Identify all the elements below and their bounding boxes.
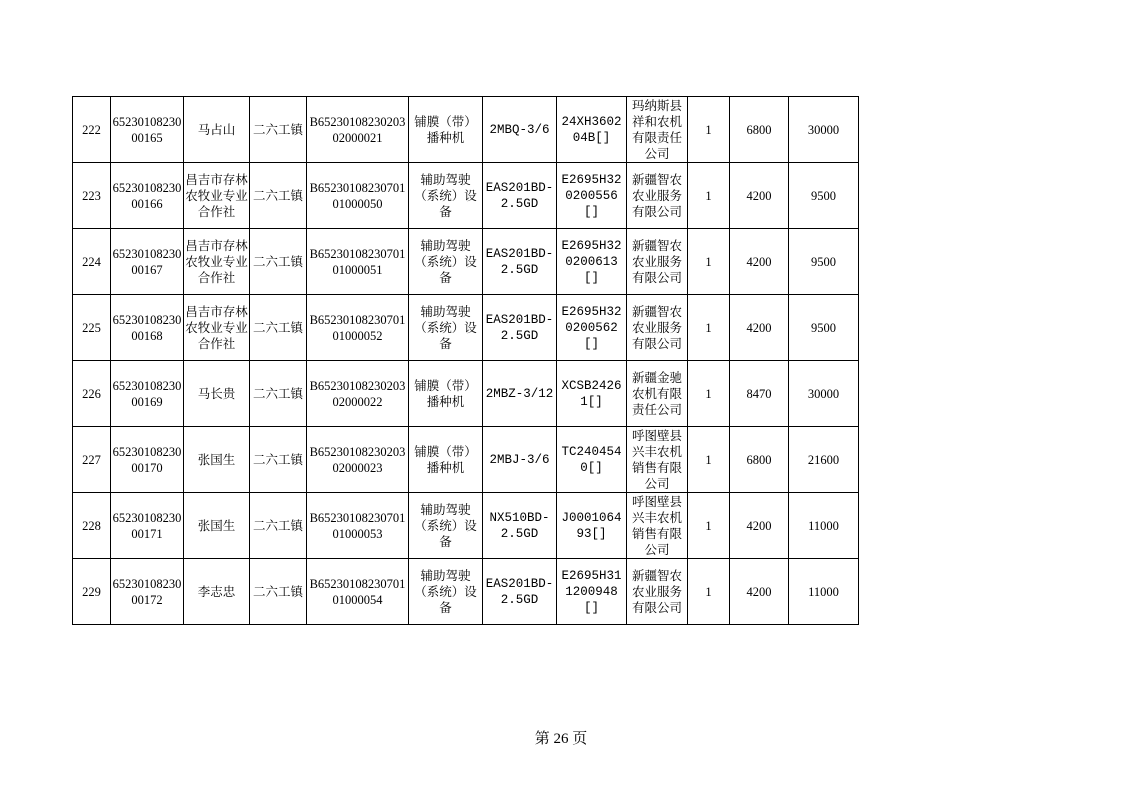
- table-row: [73, 229, 859, 295]
- cell-sale-price: 30000: [789, 361, 859, 427]
- cell-quantity: 1: [688, 361, 730, 427]
- cell-buyer-name: 李志忠: [184, 559, 250, 625]
- cell-application-id: 6523010823000172: [111, 559, 184, 625]
- cell-sale-price: 21600: [789, 427, 859, 493]
- cell-quantity: 1: [688, 163, 730, 229]
- cell-subsidy-amount: 6800: [730, 427, 789, 493]
- page-number: 第 26 页: [534, 731, 588, 747]
- cell-quantity: 1: [688, 295, 730, 361]
- cell-town: 二六工镇: [250, 97, 307, 163]
- cell-sale-price: 9500: [789, 295, 859, 361]
- cell-subsidy-amount: 4200: [730, 229, 789, 295]
- cell-machine-type: 辅助驾驶（系统）设备: [409, 493, 483, 559]
- table-row: [73, 559, 859, 625]
- cell-application-id: 6523010823000171: [111, 493, 184, 559]
- cell-town: 二六工镇: [250, 229, 307, 295]
- cell-machine-type: 铺膜（带）播种机: [409, 97, 483, 163]
- cell-buyer-name: 马占山: [184, 97, 250, 163]
- cell-model: EAS201BD-2.5GD: [483, 229, 557, 295]
- cell-subsidy-amount: 4200: [730, 559, 789, 625]
- cell-town: 二六工镇: [250, 559, 307, 625]
- cell-row-number: 228: [73, 493, 111, 559]
- cell-dealer: 新疆智农农业服务有限公司: [627, 229, 688, 295]
- cell-sale-price: 11000: [789, 493, 859, 559]
- cell-buyer-name: 马长贵: [184, 361, 250, 427]
- cell-serial-number: 24XH360204B[]: [557, 97, 627, 163]
- cell-buyer-name: 张国生: [184, 427, 250, 493]
- cell-buyer-name: 昌吉市存林农牧业专业合作社: [184, 163, 250, 229]
- cell-machine-code: B6523010823070101000050: [307, 163, 409, 229]
- table-row: [73, 493, 859, 559]
- cell-sale-price: 11000: [789, 559, 859, 625]
- cell-machine-type: 铺膜（带）播种机: [409, 361, 483, 427]
- cell-subsidy-amount: 4200: [730, 295, 789, 361]
- cell-application-id: 6523010823000165: [111, 97, 184, 163]
- cell-dealer: 呼图壁县兴丰农机销售有限公司: [627, 493, 688, 559]
- cell-town: 二六工镇: [250, 427, 307, 493]
- cell-serial-number: J000106493[]: [557, 493, 627, 559]
- table-row: [73, 295, 859, 361]
- cell-machine-type: 辅助驾驶（系统）设备: [409, 163, 483, 229]
- cell-quantity: 1: [688, 427, 730, 493]
- cell-machine-type: 辅助驾驶（系统）设备: [409, 295, 483, 361]
- cell-application-id: 6523010823000170: [111, 427, 184, 493]
- cell-subsidy-amount: 8470: [730, 361, 789, 427]
- cell-subsidy-amount: 4200: [730, 163, 789, 229]
- cell-sale-price: 30000: [789, 97, 859, 163]
- table-row: [73, 163, 859, 229]
- cell-dealer: 新疆智农农业服务有限公司: [627, 559, 688, 625]
- cell-row-number: 224: [73, 229, 111, 295]
- cell-row-number: 226: [73, 361, 111, 427]
- table-body: [73, 97, 859, 625]
- cell-model: EAS201BD-2.5GD: [483, 163, 557, 229]
- cell-serial-number: E2695H320200562[]: [557, 295, 627, 361]
- cell-serial-number: TC2404540[]: [557, 427, 627, 493]
- cell-town: 二六工镇: [250, 361, 307, 427]
- cell-machine-code: B6523010823070101000053: [307, 493, 409, 559]
- cell-buyer-name: 张国生: [184, 493, 250, 559]
- cell-town: 二六工镇: [250, 493, 307, 559]
- cell-application-id: 6523010823000166: [111, 163, 184, 229]
- cell-dealer: 玛纳斯县祥和农机有限责任公司: [627, 97, 688, 163]
- cell-dealer: 新疆智农农业服务有限公司: [627, 295, 688, 361]
- cell-sale-price: 9500: [789, 229, 859, 295]
- cell-row-number: 222: [73, 97, 111, 163]
- cell-machine-type: 辅助驾驶（系统）设备: [409, 559, 483, 625]
- cell-machine-type: 铺膜（带）播种机: [409, 427, 483, 493]
- cell-application-id: 6523010823000169: [111, 361, 184, 427]
- cell-serial-number: E2695H311200948[]: [557, 559, 627, 625]
- table-row: [73, 361, 859, 427]
- cell-quantity: 1: [688, 493, 730, 559]
- cell-machine-type: 辅助驾驶（系统）设备: [409, 229, 483, 295]
- cell-subsidy-amount: 6800: [730, 97, 789, 163]
- cell-machine-code: B6523010823070101000051: [307, 229, 409, 295]
- cell-application-id: 6523010823000167: [111, 229, 184, 295]
- cell-row-number: 227: [73, 427, 111, 493]
- cell-machine-code: B6523010823020302000021: [307, 97, 409, 163]
- cell-model: EAS201BD-2.5GD: [483, 559, 557, 625]
- cell-model: 2MBZ-3/12: [483, 361, 557, 427]
- cell-row-number: 223: [73, 163, 111, 229]
- cell-row-number: 225: [73, 295, 111, 361]
- cell-model: NX510BD-2.5GD: [483, 493, 557, 559]
- cell-machine-code: B6523010823070101000052: [307, 295, 409, 361]
- cell-quantity: 1: [688, 97, 730, 163]
- cell-application-id: 6523010823000168: [111, 295, 184, 361]
- cell-model: EAS201BD-2.5GD: [483, 295, 557, 361]
- cell-sale-price: 9500: [789, 163, 859, 229]
- cell-quantity: 1: [688, 229, 730, 295]
- cell-dealer: 呼图壁县兴丰农机销售有限公司: [627, 427, 688, 493]
- cell-dealer: 新疆智农农业服务有限公司: [627, 163, 688, 229]
- cell-subsidy-amount: 4200: [730, 493, 789, 559]
- table-row: [73, 427, 859, 493]
- cell-quantity: 1: [688, 559, 730, 625]
- cell-machine-code: B6523010823020302000022: [307, 361, 409, 427]
- cell-serial-number: E2695H320200613[]: [557, 229, 627, 295]
- subsidy-table: [72, 96, 859, 625]
- cell-town: 二六工镇: [250, 163, 307, 229]
- cell-town: 二六工镇: [250, 295, 307, 361]
- cell-row-number: 229: [73, 559, 111, 625]
- cell-model: 2MBJ-3/6: [483, 427, 557, 493]
- cell-serial-number: E2695H320200556[]: [557, 163, 627, 229]
- cell-serial-number: XCSB24261[]: [557, 361, 627, 427]
- cell-machine-code: B6523010823020302000023: [307, 427, 409, 493]
- cell-machine-code: B6523010823070101000054: [307, 559, 409, 625]
- cell-buyer-name: 昌吉市存林农牧业专业合作社: [184, 229, 250, 295]
- cell-dealer: 新疆金驰农机有限责任公司: [627, 361, 688, 427]
- cell-buyer-name: 昌吉市存林农牧业专业合作社: [184, 295, 250, 361]
- table-row: [73, 97, 859, 163]
- cell-model: 2MBQ-3/6: [483, 97, 557, 163]
